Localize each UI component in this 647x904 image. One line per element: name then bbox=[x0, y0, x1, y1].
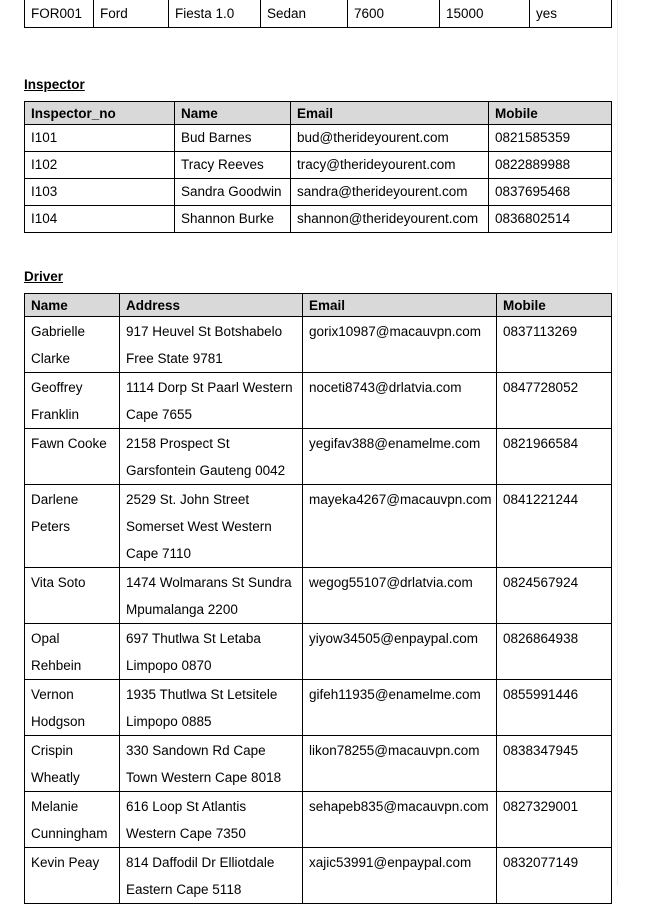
table-cell: mayeka4267@macauvpn.com bbox=[303, 485, 497, 568]
table-cell: noceti8743@drlatvia.com bbox=[303, 373, 497, 429]
table-cell: I104 bbox=[25, 206, 175, 233]
table-row bbox=[25, 485, 612, 568]
table-row bbox=[25, 792, 612, 848]
table-cell: Gabrielle Clarke bbox=[25, 317, 120, 373]
table-cell: bud@therideyourent.com bbox=[291, 125, 489, 152]
table-cell: Melanie Cunningham bbox=[25, 792, 120, 848]
table-row bbox=[25, 736, 612, 792]
table-cell: 0837695468 bbox=[489, 179, 612, 206]
column-header: Name bbox=[175, 102, 291, 125]
table-cell: yes bbox=[530, 0, 612, 28]
table-cell: Tracy Reeves bbox=[175, 152, 291, 179]
table-row bbox=[25, 429, 612, 485]
driver-heading: Driver bbox=[24, 269, 64, 284]
column-header: Name bbox=[25, 294, 120, 317]
table-cell: gifeh11935@enamelme.com bbox=[303, 680, 497, 736]
table-cell: 0847728052 bbox=[497, 373, 612, 429]
table-cell: 917 Heuvel St Botshabelo Free State 9781 bbox=[120, 317, 303, 373]
table-cell: xajic53991@enpaypal.com bbox=[303, 848, 497, 904]
table-row bbox=[25, 373, 612, 429]
table-cell: Fawn Cooke bbox=[25, 429, 120, 485]
table-row bbox=[25, 624, 612, 680]
table-cell: Opal Rehbein bbox=[25, 624, 120, 680]
table-cell: Fiesta 1.0 bbox=[169, 0, 261, 28]
table-cell: 15000 bbox=[440, 0, 530, 28]
table-cell: I101 bbox=[25, 125, 175, 152]
table-cell: FOR001 bbox=[25, 0, 94, 28]
table-cell: 0826864938 bbox=[497, 624, 612, 680]
table-cell: Darlene Peters bbox=[25, 485, 120, 568]
table-cell: 0837113269 bbox=[497, 317, 612, 373]
inspector-header-row bbox=[25, 102, 612, 125]
table-cell: yiyow34505@enpaypal.com bbox=[303, 624, 497, 680]
table-cell: 0827329001 bbox=[497, 792, 612, 848]
table-cell: Geoffrey Franklin bbox=[25, 373, 120, 429]
table-row bbox=[25, 680, 612, 736]
table-cell: Bud Barnes bbox=[175, 125, 291, 152]
table-cell: 7600 bbox=[348, 0, 440, 28]
table-cell: 2529 St. John Street Somerset West Western Cape 7110 bbox=[120, 485, 303, 568]
table-row bbox=[25, 0, 612, 28]
table-cell: Vita Soto bbox=[25, 568, 120, 624]
driver-header-row bbox=[25, 294, 612, 317]
column-header: Email bbox=[303, 294, 497, 317]
table-cell: shannon@therideyourent.com bbox=[291, 206, 489, 233]
table-cell: 616 Loop St Atlantis Western Cape 7350 bbox=[120, 792, 303, 848]
table-cell: 0824567924 bbox=[497, 568, 612, 624]
table-cell: 697 Thutlwa St Letaba Limpopo 0870 bbox=[120, 624, 303, 680]
column-header: Address bbox=[120, 294, 303, 317]
table-cell: 0855991446 bbox=[497, 680, 612, 736]
column-header: Email bbox=[291, 102, 489, 125]
table-cell: tracy@therideyourent.com bbox=[291, 152, 489, 179]
table-cell: 0832077149 bbox=[497, 848, 612, 904]
table-cell: Shannon Burke bbox=[175, 206, 291, 233]
table-row bbox=[25, 152, 612, 179]
table-cell: Vernon Hodgson bbox=[25, 680, 120, 736]
page-edge bbox=[617, 0, 618, 885]
inspector-table-body bbox=[25, 125, 612, 233]
driver-table bbox=[24, 293, 612, 904]
table-cell: 814 Daffodil Dr Elliotdale Eastern Cape 5118 bbox=[120, 848, 303, 904]
car-table bbox=[24, 0, 612, 28]
table-cell: 1474 Wolmarans St Sundra Mpumalanga 2200 bbox=[120, 568, 303, 624]
inspector-table bbox=[24, 101, 612, 233]
table-cell: gorix10987@macauvpn.com bbox=[303, 317, 497, 373]
table-cell: 1114 Dorp St Paarl Western Cape 7655 bbox=[120, 373, 303, 429]
car-table-body bbox=[25, 0, 612, 28]
table-cell: 0836802514 bbox=[489, 206, 612, 233]
table-cell: sehapeb835@macauvpn.com bbox=[303, 792, 497, 848]
column-header: Inspector_no bbox=[25, 102, 175, 125]
table-cell: likon78255@macauvpn.com bbox=[303, 736, 497, 792]
table-cell: 0821966584 bbox=[497, 429, 612, 485]
table-cell: 1935 Thutlwa St Letsitele Limpopo 0885 bbox=[120, 680, 303, 736]
column-header: Mobile bbox=[489, 102, 612, 125]
table-cell: I103 bbox=[25, 179, 175, 206]
table-row bbox=[25, 125, 612, 152]
table-cell: 0822889988 bbox=[489, 152, 612, 179]
table-cell: 2158 Prospect St Garsfontein Gauteng 0042 bbox=[120, 429, 303, 485]
table-cell: 0841221244 bbox=[497, 485, 612, 568]
table-cell: wegog55107@drlatvia.com bbox=[303, 568, 497, 624]
driver-table-body bbox=[25, 317, 612, 904]
table-row bbox=[25, 179, 612, 206]
table-cell: Sandra Goodwin bbox=[175, 179, 291, 206]
table-row bbox=[25, 568, 612, 624]
table-cell: 0838347945 bbox=[497, 736, 612, 792]
table-cell: yegifav388@enamelme.com bbox=[303, 429, 497, 485]
inspector-heading: Inspector bbox=[24, 77, 85, 92]
table-row bbox=[25, 206, 612, 233]
table-cell: Sedan bbox=[261, 0, 348, 28]
table-cell: Crispin Wheatly bbox=[25, 736, 120, 792]
table-row bbox=[25, 848, 612, 904]
table-cell: Ford bbox=[94, 0, 169, 28]
column-header: Mobile bbox=[497, 294, 612, 317]
table-cell: I102 bbox=[25, 152, 175, 179]
table-row bbox=[25, 317, 612, 373]
table-cell: Kevin Peay bbox=[25, 848, 120, 904]
table-cell: 330 Sandown Rd Cape Town Western Cape 8018 bbox=[120, 736, 303, 792]
table-cell: 0821585359 bbox=[489, 125, 612, 152]
table-cell: sandra@therideyourent.com bbox=[291, 179, 489, 206]
